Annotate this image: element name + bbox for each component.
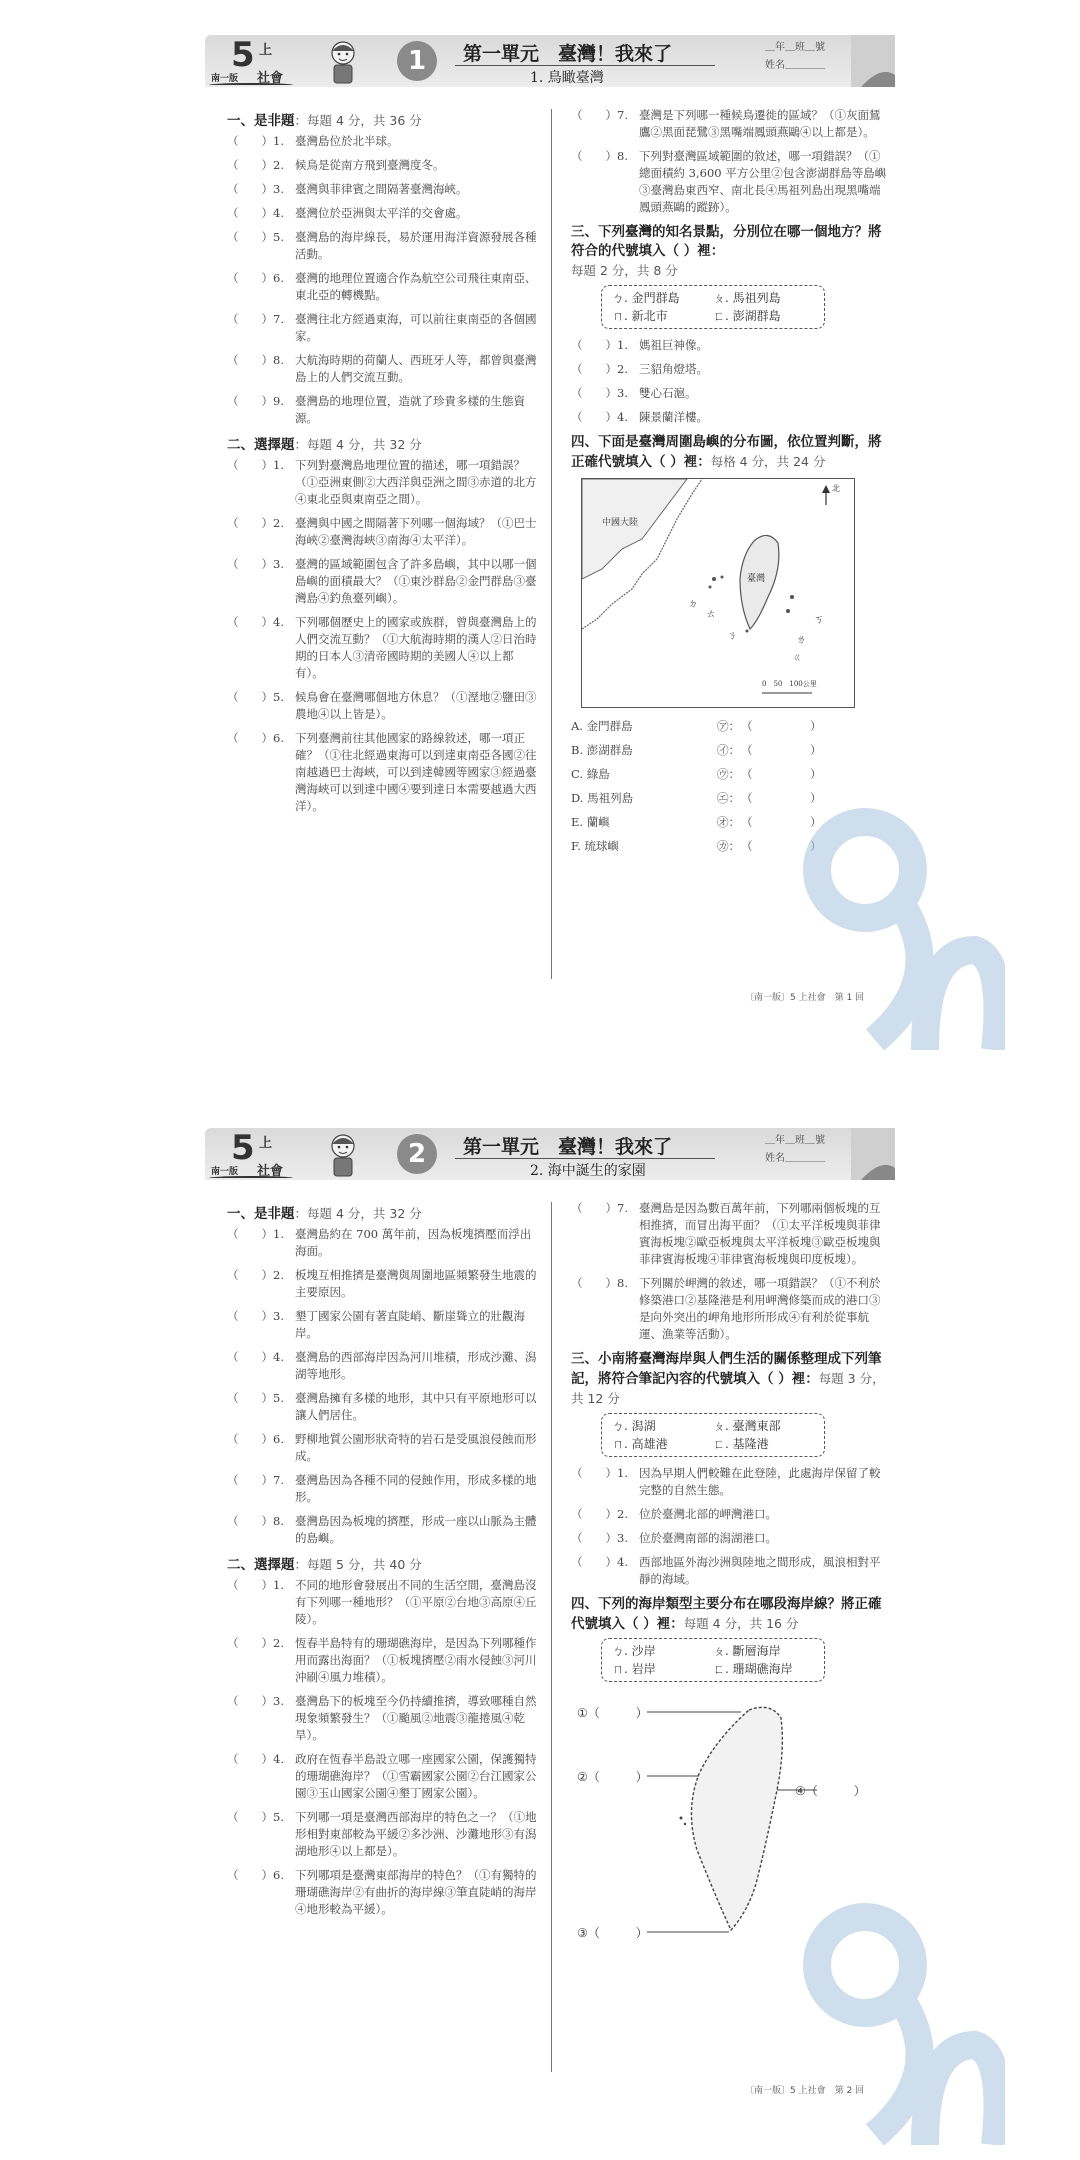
- taiwan-islands-map: [581, 478, 855, 708]
- question-text: 三貂角燈塔。: [639, 362, 708, 376]
- question-row: [227, 1577, 539, 1628]
- class-number-field[interactable]: ＿年＿班＿號: [765, 1135, 825, 1146]
- answer-blank[interactable]: （ ）: [227, 271, 273, 285]
- question-text: 下列對臺灣區域範圍的敘述，哪一項錯誤？（①總面積約 3,600 平方公里②包含澎湖群島等島嶼③臺灣島東西窄、南北長④馬祖列島出現黑嘴端鳳頭燕鷗的蹤跡）。: [639, 149, 887, 214]
- question-row: [571, 148, 891, 216]
- multiple-choice-list: [227, 1577, 539, 1918]
- student-info-fields: [765, 1132, 845, 1172]
- lesson-title: 2. 海中誕生的家園: [530, 1163, 646, 1179]
- map-marker: ㄉ: [688, 599, 698, 610]
- question-row: [227, 689, 539, 723]
- section-heading: 一、是非題: [227, 113, 295, 129]
- question-number: 8.: [617, 149, 628, 163]
- answer-blank[interactable]: （ ）: [571, 1276, 617, 1290]
- question-row: [227, 1226, 539, 1260]
- question-text: 下列哪項是臺灣東部海岸的特色？（①有獨特的珊瑚礁海岸②有曲折的海岸線③筆直陡峭的海岸④地形較為平緩）。: [295, 1868, 537, 1916]
- question-number: 4.: [273, 206, 284, 220]
- taiwan-coastline-map: [577, 1690, 881, 1990]
- question-number: 5.: [273, 1391, 284, 1405]
- landmark-question-list: [571, 337, 891, 426]
- question-number: 2.: [273, 1636, 284, 1650]
- question-text: 臺灣島的西部海岸因為河川堆積，形成沙灘、潟湖等地形。: [295, 1350, 537, 1381]
- question-number: 3.: [273, 1309, 284, 1323]
- question-text: 政府在恆春半島設立哪一座國家公園，保護獨特的珊瑚礁海岸？（①雪霸國家公園②台江國家公園③玉山國家公園④墾丁國家公園）。: [295, 1752, 537, 1800]
- coast-blank-4[interactable]: ④（ ）: [795, 1784, 866, 1798]
- question-text: 下列對臺灣島地理位置的描述，哪一項錯誤？（①亞洲東側②大西洋與亞洲之間③赤道的北方④東北亞與東南亞之間）。: [295, 458, 537, 506]
- section-title-coast-types: [571, 1595, 891, 1634]
- answer-blank[interactable]: （ ）: [227, 1227, 273, 1241]
- answer-blank[interactable]: （ ）: [227, 1868, 273, 1882]
- question-row: [571, 409, 891, 426]
- answer-blank[interactable]: （ ）: [571, 1555, 617, 1569]
- question-text: 臺灣島因為板塊的擠壓，形成一座以山脈為主體的島嶼。: [295, 1514, 537, 1545]
- true-false-list: [227, 1226, 539, 1547]
- section-heading: 三、下列臺灣的知名景點，分別位在哪一個地方？將符合的代號填入（ ）裡：: [571, 224, 882, 259]
- answer-blank[interactable]: （ ）: [571, 386, 617, 400]
- question-text: 墾丁國家公園有著直陡峭、斷崖聳立的壯觀海岸。: [295, 1309, 525, 1340]
- answer-marker: ㋓：: [717, 791, 740, 805]
- answer-blank[interactable]: （ ）: [227, 1309, 273, 1323]
- answer-blank[interactable]: （ ）: [571, 410, 617, 424]
- page-footer: 〔南一版〕5 上社會 第 2 回: [745, 2086, 865, 2096]
- question-number: 5.: [273, 690, 284, 704]
- question-number: 3.: [273, 1694, 284, 1708]
- answer-blank[interactable]: （ ）: [227, 615, 273, 629]
- answer-blank[interactable]: （ ）: [227, 1752, 273, 1766]
- answer-marker: ㋑：: [717, 743, 740, 757]
- question-text: 臺灣島的海岸線長，易於運用海洋資源發展各種活動。: [295, 230, 537, 261]
- answer-blank[interactable]: （ ）: [227, 353, 273, 367]
- question-text: 臺灣往北方經過東海，可以前往東南亞的各個國家。: [295, 312, 537, 343]
- answer-blank[interactable]: （ ）: [571, 362, 617, 376]
- question-number: 2.: [273, 1268, 284, 1282]
- question-row: [571, 1506, 891, 1523]
- answer-label: E. 蘭嶼: [571, 815, 610, 829]
- answer-blank[interactable]: （ ）: [741, 767, 822, 781]
- answer-blank[interactable]: （ ）: [741, 791, 822, 805]
- answer-blank[interactable]: （ ）: [571, 1201, 617, 1215]
- question-row: [571, 1530, 891, 1547]
- question-row: [227, 1308, 539, 1342]
- question-number: 1.: [617, 1466, 628, 1480]
- page-curl-icon: [851, 35, 895, 87]
- map-marker: ㄊ: [706, 609, 716, 620]
- question-number: 2.: [273, 158, 284, 172]
- question-text: 下列哪一項是臺灣西部海岸的特色之一？（①地形相對東部較為平緩②多沙洲、沙灘地形③有潟湖地形④以上都是）。: [295, 1810, 537, 1858]
- question-row: [227, 1751, 539, 1802]
- question-row: [227, 1867, 539, 1918]
- question-text: 恆春半島特有的珊瑚礁海岸，是因為下列哪種作用而露出海面？（①板塊擠壓②雨水侵蝕③河川沖刷④風力堆積）。: [295, 1636, 537, 1684]
- question-row: [227, 205, 539, 222]
- question-row: [227, 181, 539, 198]
- question-row: [227, 1693, 539, 1744]
- map-marker: ㄌ: [796, 635, 806, 646]
- map-marker: ㄎ: [814, 615, 824, 626]
- worksheet-page-2: [205, 1128, 895, 2160]
- grade-number: 5: [231, 35, 255, 75]
- answer-blank[interactable]: （ ）: [741, 719, 822, 733]
- answer-option: ㄆ. 斷層海岸: [713, 1644, 781, 1658]
- coast-blank-2[interactable]: ②（ ）: [577, 1770, 648, 1784]
- question-text: 下列臺灣前往其他國家的路線敘述，哪一項正確？（①往北經過東海可以到達東南亞各國②往南越過巴士海峽，可以到達韓國等國家③經過臺灣海峽可以到達中國④要到達日本需要越過大西洋）。: [295, 731, 537, 813]
- north-label: 北: [832, 484, 840, 493]
- china-label: 中國大陸: [602, 518, 639, 528]
- question-row: [571, 337, 891, 354]
- question-text: 臺灣的地理位置適合作為航空公司飛往東南亞、東北亞的轉機點。: [295, 271, 537, 302]
- coast-note-question-list: [571, 1465, 891, 1588]
- section-title-multiple-choice: [227, 435, 539, 455]
- section-title-true-false: [227, 111, 539, 131]
- answer-option: ㄅ. 潟湖: [612, 1419, 656, 1433]
- question-row: [227, 556, 539, 607]
- coast-blank-3[interactable]: ③（ ）: [577, 1926, 648, 1940]
- answer-label: D. 馬祖列島: [571, 791, 634, 805]
- answer-option: ㄅ. 沙岸: [612, 1644, 656, 1658]
- map-answer-row: [571, 718, 891, 734]
- question-number: 7.: [273, 312, 284, 326]
- answer-label: B. 澎湖群島: [571, 743, 633, 757]
- question-number: 7.: [273, 1473, 284, 1487]
- answer-marker: ㋒：: [717, 767, 740, 781]
- title-underline: [455, 1158, 715, 1159]
- map-answer-row: [571, 766, 891, 782]
- question-number: 1.: [273, 458, 284, 472]
- question-text: 臺灣位於亞洲與太平洋的交會處。: [295, 206, 468, 220]
- answer-options-box: [601, 285, 825, 329]
- map-graphic: [582, 479, 855, 708]
- scale-label: 0 50 100公里: [762, 680, 817, 688]
- question-number: 3.: [273, 557, 284, 571]
- question-number: 8.: [273, 1514, 284, 1528]
- semester-label: 上: [259, 1136, 273, 1151]
- true-false-list: [227, 133, 539, 427]
- section-score: ：每題 5 分，共 40 分: [294, 1557, 422, 1572]
- question-text: 雙心石滬。: [639, 386, 697, 400]
- answer-blank[interactable]: （ ）: [227, 1514, 273, 1528]
- question-row: [571, 1554, 891, 1588]
- question-text: 候鳥會在臺灣哪個地方休息？（①溼地②鹽田③農地④以上皆是）。: [295, 690, 537, 721]
- section-title-multiple-choice: [227, 1555, 539, 1575]
- question-row: [227, 730, 539, 815]
- right-column: [571, 1200, 891, 1990]
- answer-blank[interactable]: （ ）: [227, 1350, 273, 1364]
- unit-number-badge: 2: [397, 1134, 437, 1174]
- question-text: 位於臺灣北部的岬灣港口。: [639, 1507, 777, 1521]
- right-column: [571, 107, 891, 862]
- answer-option: ㄈ. 珊瑚礁海岸: [713, 1662, 793, 1676]
- question-row: [571, 107, 891, 141]
- question-number: 4.: [273, 1350, 284, 1364]
- question-text: 野柳地質公園形狀奇特的岩石是受風浪侵蝕而形成。: [295, 1432, 537, 1463]
- answer-blank[interactable]: （ ）: [227, 182, 273, 196]
- answer-marker: ㋕：: [717, 839, 740, 853]
- question-text: 臺灣的區域範圍包含了許多島嶼，其中以哪一個島嶼的面積最大？（①東沙群島②金門群島③臺灣島④釣魚臺列嶼）。: [295, 557, 537, 605]
- answer-blank[interactable]: （ ）: [227, 731, 273, 745]
- answer-blank[interactable]: （ ）: [227, 1391, 273, 1405]
- answer-blank[interactable]: （ ）: [227, 1473, 273, 1487]
- section-score: 每題 3 分，共 12 分: [571, 1371, 885, 1406]
- question-number: 3.: [617, 1531, 628, 1545]
- answer-blank[interactable]: （ ）: [227, 158, 273, 172]
- answer-option: ㄈ. 基隆港: [713, 1437, 769, 1451]
- map-marker: ㄍ: [792, 653, 802, 664]
- question-text: 下列哪個歷史上的國家或族群，曾與臺灣島上的人們交流互動？（①大航海時期的漢人②日治時期的日本人③清帝國時期的美國人④以上都有）。: [295, 615, 537, 680]
- answer-blank[interactable]: （ ）: [227, 1578, 273, 1592]
- question-row: [227, 311, 539, 345]
- question-text: 因為早期人們較難在此登陸，此處海岸保留了較完整的自然生態。: [639, 1466, 881, 1497]
- question-text: 臺灣島擁有多樣的地形，其中只有平原地形可以讓人們居住。: [295, 1391, 537, 1422]
- question-row: [227, 1513, 539, 1547]
- question-text: 臺灣島約在 700 萬年前，因為板塊擠壓而浮出海面。: [295, 1227, 532, 1258]
- page-curl-icon: [851, 1128, 895, 1180]
- answer-blank[interactable]: （ ）: [227, 690, 273, 704]
- question-row: [227, 270, 539, 304]
- map-answer-row: [571, 838, 891, 854]
- worksheet-header: [205, 1128, 895, 1180]
- unit-number-badge: 1: [397, 41, 437, 81]
- multiple-choice-list-continued: [571, 1200, 891, 1343]
- answer-blank[interactable]: （ ）: [227, 1694, 273, 1708]
- question-row: [227, 1635, 539, 1686]
- question-number: 2.: [617, 362, 628, 376]
- map-answer-row: [571, 742, 891, 758]
- answer-blank[interactable]: （ ）: [227, 1636, 273, 1650]
- question-number: 1.: [617, 338, 628, 352]
- answer-blank[interactable]: （ ）: [571, 338, 617, 352]
- section-heading: 一、是非題: [227, 1206, 295, 1222]
- book-icon: [209, 83, 293, 87]
- answer-options-box: [601, 1413, 825, 1457]
- multiple-choice-list-continued: [571, 107, 891, 216]
- section-score: 每題 4 分，共 16 分: [683, 1616, 799, 1631]
- question-text: 大航海時期的荷蘭人、西班牙人等，都曾與臺灣島上的人們交流互動。: [295, 353, 537, 384]
- question-text: 臺灣島位於北半球。: [295, 134, 399, 148]
- section-heading: 二、選擇題: [227, 1557, 295, 1573]
- section-heading: 二、選擇題: [227, 437, 295, 453]
- question-number: 7.: [617, 108, 628, 122]
- section-title-coast-notes: [571, 1350, 891, 1409]
- question-row: [227, 1431, 539, 1465]
- question-number: 4.: [617, 410, 628, 424]
- question-row: [227, 1267, 539, 1301]
- question-row: [227, 1472, 539, 1506]
- answer-blank[interactable]: （ ）: [741, 743, 822, 757]
- question-text: 臺灣島是因為數百萬年前，下列哪兩個板塊的互相推擠，而冒出海平面？（①太平洋板塊與菲律賓海板塊②歐亞板塊與太平洋板塊③歐亞板塊與菲律賓海板塊④菲律賓海板塊與印度板塊）。: [639, 1201, 881, 1266]
- answer-option: ㄇ. 岩岸: [612, 1662, 656, 1676]
- question-number: 6.: [273, 1868, 284, 1882]
- question-number: 1.: [273, 1227, 284, 1241]
- question-row: [571, 385, 891, 402]
- semester-label: 上: [259, 43, 273, 58]
- answer-blank[interactable]: （ ）: [227, 1432, 273, 1446]
- question-row: [227, 457, 539, 508]
- student-name-field[interactable]: 姓名＿＿＿＿: [765, 1153, 825, 1164]
- answer-marker: ㋐：: [717, 719, 740, 733]
- coastline-graphic: [581, 1690, 881, 1990]
- multiple-choice-list: [227, 457, 539, 815]
- answer-blank[interactable]: （ ）: [227, 230, 273, 244]
- question-number: 5.: [273, 230, 284, 244]
- question-row: [227, 393, 539, 427]
- question-text: 候鳥是從南方飛到臺灣度冬。: [295, 158, 445, 172]
- question-number: 3.: [617, 386, 628, 400]
- question-row: [227, 1349, 539, 1383]
- section-heading: 四、下面是臺灣周圍島嶼的分布圖，依位置判斷，將正確代號填入（ ）裡：: [571, 434, 882, 470]
- taiwan-label: 臺灣: [747, 574, 766, 584]
- question-row: [227, 614, 539, 682]
- answer-blank[interactable]: （ ）: [227, 557, 273, 571]
- answer-option: ㄆ. 馬祖列島: [713, 291, 781, 305]
- subject-label: 社會: [257, 71, 284, 86]
- question-number: 9.: [273, 394, 284, 408]
- answer-label: F. 琉球嶼: [571, 839, 619, 853]
- worksheet-page-1: [205, 35, 895, 1075]
- question-number: 6.: [273, 271, 284, 285]
- answer-label: A. 金門群島: [571, 719, 633, 733]
- section-score: 每題 2 分，共 8 分: [571, 263, 678, 278]
- question-text: 下列關於岬灣的敘述，哪一項錯誤？（①不利於修築港口②基隆港是利用岬灣修築而成的港口③是向外突出的岬角地形所形成④有利於從事航運、漁業等活動）。: [639, 1276, 881, 1341]
- question-number: 6.: [273, 731, 284, 745]
- section-heading: 四、下列的海岸類型主要分布在哪段海岸線？將正確代號填入（ ）裡：: [571, 1596, 882, 1632]
- coast-type-options-box: [601, 1638, 825, 1682]
- publisher-label: 南一版: [211, 74, 239, 84]
- question-text: 臺灣島的地理位置，造就了珍貴多樣的生態資源。: [295, 394, 525, 425]
- question-number: 3.: [273, 182, 284, 196]
- answer-blank[interactable]: （ ）: [227, 312, 273, 326]
- question-number: 1.: [273, 134, 284, 148]
- question-text: 西部地區外海沙洲與陸地之間形成，風浪相對平靜的海域。: [639, 1555, 881, 1586]
- answer-blank[interactable]: （ ）: [571, 1466, 617, 1480]
- student-mascot-icon: [323, 1132, 363, 1178]
- class-number-field[interactable]: ＿年＿班＿號: [765, 42, 825, 53]
- coast-blank-1[interactable]: ①（ ）: [577, 1706, 648, 1720]
- question-text: 位於臺灣南部的潟湖港口。: [639, 1531, 777, 1545]
- answer-blank[interactable]: （ ）: [571, 108, 617, 122]
- question-number: 5.: [273, 1810, 284, 1824]
- section-title-landmarks: [571, 223, 891, 281]
- section-score: ：每題 4 分，共 32 分: [294, 437, 422, 452]
- answer-blank[interactable]: （ ）: [227, 394, 273, 408]
- question-number: 8.: [273, 353, 284, 367]
- question-row: [227, 157, 539, 174]
- section-score: ：每題 4 分，共 36 分: [294, 113, 422, 128]
- question-row: [227, 515, 539, 549]
- question-row: [227, 352, 539, 386]
- student-mascot-icon: [323, 39, 363, 85]
- section-title-true-false: [227, 1204, 539, 1224]
- question-text: 臺灣與菲律賓之間隔著臺灣海峽。: [295, 182, 468, 196]
- section-score: ：每題 4 分，共 32 分: [294, 1206, 422, 1221]
- answer-blank[interactable]: （ ）: [227, 206, 273, 220]
- subject-label: 社會: [257, 1164, 284, 1179]
- section-heading: 三、小南將臺灣海岸與人們生活的關係整理成下列筆記，將符合筆記內容的代號填入（ ）裡：: [571, 1351, 882, 1387]
- question-number: 4.: [273, 615, 284, 629]
- answer-blank[interactable]: （ ）: [227, 134, 273, 148]
- column-divider: [551, 1202, 552, 2072]
- left-column: [227, 1200, 539, 1925]
- answer-marker: ㋔：: [717, 815, 740, 829]
- answer-option: ㄇ. 高雄港: [612, 1437, 668, 1451]
- student-name-field[interactable]: 姓名＿＿＿＿: [765, 60, 825, 71]
- left-column: [227, 107, 539, 822]
- question-text: 臺灣島因為各種不同的侵蝕作用，形成多樣的地形。: [295, 1473, 537, 1504]
- worksheet-header: [205, 35, 895, 87]
- page-footer: 〔南一版〕5 上社會 第 1 回: [745, 993, 865, 1003]
- grade-badge: [209, 1130, 295, 1180]
- question-number: 2.: [617, 1507, 628, 1521]
- answer-blank[interactable]: （ ）: [741, 839, 822, 853]
- map-answer-list: [571, 718, 891, 854]
- answer-blank[interactable]: （ ）: [571, 1507, 617, 1521]
- unit-title: 第一單元 臺灣！我來了: [463, 1136, 673, 1158]
- unit-title: 第一單元 臺灣！我來了: [463, 43, 673, 65]
- lesson-title: 1. 鳥瞰臺灣: [530, 70, 604, 86]
- question-row: [227, 133, 539, 150]
- map-answer-row: [571, 814, 891, 830]
- section-score: 每格 4 分，共 24 分: [710, 454, 826, 469]
- question-row: [571, 1465, 891, 1499]
- answer-label: C. 綠島: [571, 767, 610, 781]
- answer-blank[interactable]: （ ）: [227, 1268, 273, 1282]
- question-row: [227, 1809, 539, 1860]
- answer-option: ㄈ. 澎湖群島: [713, 309, 781, 323]
- book-icon: [209, 1176, 293, 1180]
- question-text: 媽祖巨神像。: [639, 338, 708, 352]
- map-marker: ㄋ: [727, 631, 737, 642]
- question-row: [571, 361, 891, 378]
- answer-option: ㄆ. 臺灣東部: [713, 1419, 781, 1433]
- map-answer-row: [571, 790, 891, 806]
- title-underline: [455, 65, 715, 66]
- grade-badge: [209, 37, 295, 87]
- question-number: 7.: [617, 1201, 628, 1215]
- question-number: 1.: [273, 1578, 284, 1592]
- question-row: [227, 229, 539, 263]
- question-number: 6.: [273, 1432, 284, 1446]
- answer-blank[interactable]: （ ）: [227, 458, 273, 472]
- answer-option: ㄅ. 金門群島: [612, 291, 680, 305]
- answer-blank[interactable]: （ ）: [741, 815, 822, 829]
- question-text: 板塊互相推擠是臺灣與周圍地區頻繁發生地震的主要原因。: [295, 1268, 537, 1299]
- column-divider: [551, 109, 552, 979]
- question-number: 8.: [617, 1276, 628, 1290]
- question-text: 臺灣島下的板塊至今仍持續推擠，導致哪種自然現象頻繁發生？（①颱風②地震③龍捲風④乾旱）。: [295, 1694, 537, 1742]
- student-info-fields: [765, 39, 845, 79]
- answer-blank[interactable]: （ ）: [227, 516, 273, 530]
- question-text: 不同的地形會發展出不同的生活空間，臺灣島沒有下列哪一種地形？（①平原②台地③高原④丘陵）。: [295, 1578, 537, 1626]
- question-row: [227, 1390, 539, 1424]
- question-row: [571, 1275, 891, 1343]
- question-text: 臺灣與中國之間隔著下列哪一個海域？（①巴士海峽②臺灣海峽③南海④太平洋）。: [295, 516, 537, 547]
- answer-blank[interactable]: （ ）: [571, 149, 617, 163]
- answer-blank[interactable]: （ ）: [571, 1531, 617, 1545]
- question-row: [571, 1200, 891, 1268]
- section-title-island-map: [571, 433, 891, 472]
- question-text: 臺灣是下列哪一種候鳥遷徙的區域？（①灰面鵟鷹②黑面琵鷺③黑嘴端鳳頭燕鷗④以上都是）。: [639, 108, 881, 139]
- question-text: 陳景蘭洋樓。: [639, 410, 708, 424]
- answer-blank[interactable]: （ ）: [227, 1810, 273, 1824]
- question-number: 4.: [617, 1555, 628, 1569]
- publisher-label: 南一版: [211, 1167, 239, 1177]
- grade-number: 5: [231, 1128, 255, 1168]
- question-number: 2.: [273, 516, 284, 530]
- question-number: 4.: [273, 1752, 284, 1766]
- answer-option: ㄇ. 新北市: [612, 309, 668, 323]
